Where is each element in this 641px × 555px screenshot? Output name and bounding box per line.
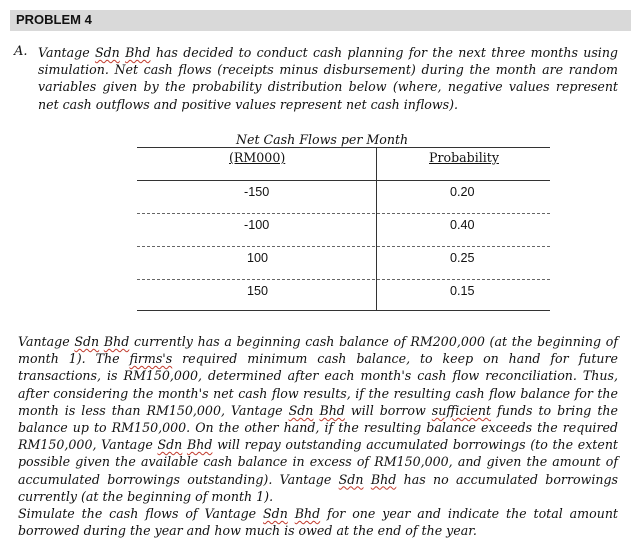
column-header-cash-flow: (RM000) xyxy=(229,150,286,165)
space xyxy=(288,506,295,521)
question-label: A. xyxy=(14,44,28,59)
intro-text-end: has decided to conduct cash planning for the next three months using simulation. Net cash flows (receipts minus disbursement) during the month are random variables given by the probability distribution below (where, negative values represent net cash outflows and positive values represent net cash inflows). xyxy=(38,45,618,112)
probability-cell: 0.25 xyxy=(450,251,475,265)
spellcheck-word: Sdn xyxy=(288,402,314,418)
text: for one year and indicate the total amount borrowed during the year and how much is owed at the end of the year. xyxy=(18,506,618,539)
spellcheck-word: Bhd xyxy=(370,471,397,487)
task-paragraph xyxy=(18,505,618,539)
spellcheck-word: Bhd xyxy=(186,437,213,453)
text: will repay outstanding accumulated borrowings (to the extent possible given the available cash balance in excess of RM150,000, and given the amount of accumulated borrowings outstanding). Vantage xyxy=(18,437,618,487)
spellcheck-word: Bhd xyxy=(319,402,345,418)
text: currently has a beginning cash balance of RM200,000 (at the beginning of month 1). The xyxy=(18,334,618,367)
spellcheck-word: Sdn xyxy=(263,506,288,521)
row-divider xyxy=(137,213,550,214)
conditions-paragraph xyxy=(18,333,618,505)
intro-paragraph xyxy=(38,44,618,113)
table-header-divider xyxy=(137,180,550,181)
spellcheck-word: sufficient xyxy=(431,402,492,418)
spellcheck-word: Sdn xyxy=(338,471,364,487)
cash-flow-cell: -150 xyxy=(244,185,270,199)
spellcheck-word: Sdn xyxy=(74,334,100,349)
table-caption: Net Cash Flows per Month xyxy=(236,132,409,147)
problem-header xyxy=(10,10,631,31)
spellcheck-word: Bhd xyxy=(103,334,130,349)
text: Vantage xyxy=(18,334,75,349)
row-divider xyxy=(137,246,550,247)
probability-cell: 0.20 xyxy=(450,185,475,199)
intro-text-start: Vantage xyxy=(38,45,95,60)
text: Simulate the cash flows of Vantage xyxy=(18,506,263,521)
row-divider xyxy=(137,279,550,280)
spellcheck-word: Bhd xyxy=(125,45,151,60)
cash-flow-cell: -100 xyxy=(244,218,270,232)
text: has no accumulated borrowings currently (at the beginning of month 1). xyxy=(18,471,618,504)
problem-title: PROBLEM 4 xyxy=(16,12,92,27)
cash-flow-cell: 100 xyxy=(247,251,269,265)
space xyxy=(363,472,370,487)
probability-cell: 0.15 xyxy=(450,284,475,298)
spellcheck-word: Sdn xyxy=(94,45,120,60)
text: will borrow xyxy=(344,402,432,418)
spellcheck-word: Sdn xyxy=(157,437,183,453)
spellcheck-word: firms's xyxy=(129,351,173,367)
probability-table xyxy=(137,147,550,311)
cash-flow-cell: 150 xyxy=(247,284,269,298)
text: funds to bring the balance up to RM150,000. On the other hand, if the resulting balance exceeds the required RM150,000, Vantage xyxy=(18,402,618,453)
text: required minimum cash balance, to keep on hand for future transactions, is RM150,000, determined after each month's cash flow reconciliation. Thus, after considering the month's net cash flow results, if the resulting cash flow balance for the month is less than RM150,000, Vantage xyxy=(18,351,618,418)
probability-cell: 0.40 xyxy=(450,218,475,232)
table-column-divider xyxy=(376,147,377,311)
column-header-probability: Probability xyxy=(429,150,499,165)
spellcheck-word: Bhd xyxy=(294,506,321,521)
